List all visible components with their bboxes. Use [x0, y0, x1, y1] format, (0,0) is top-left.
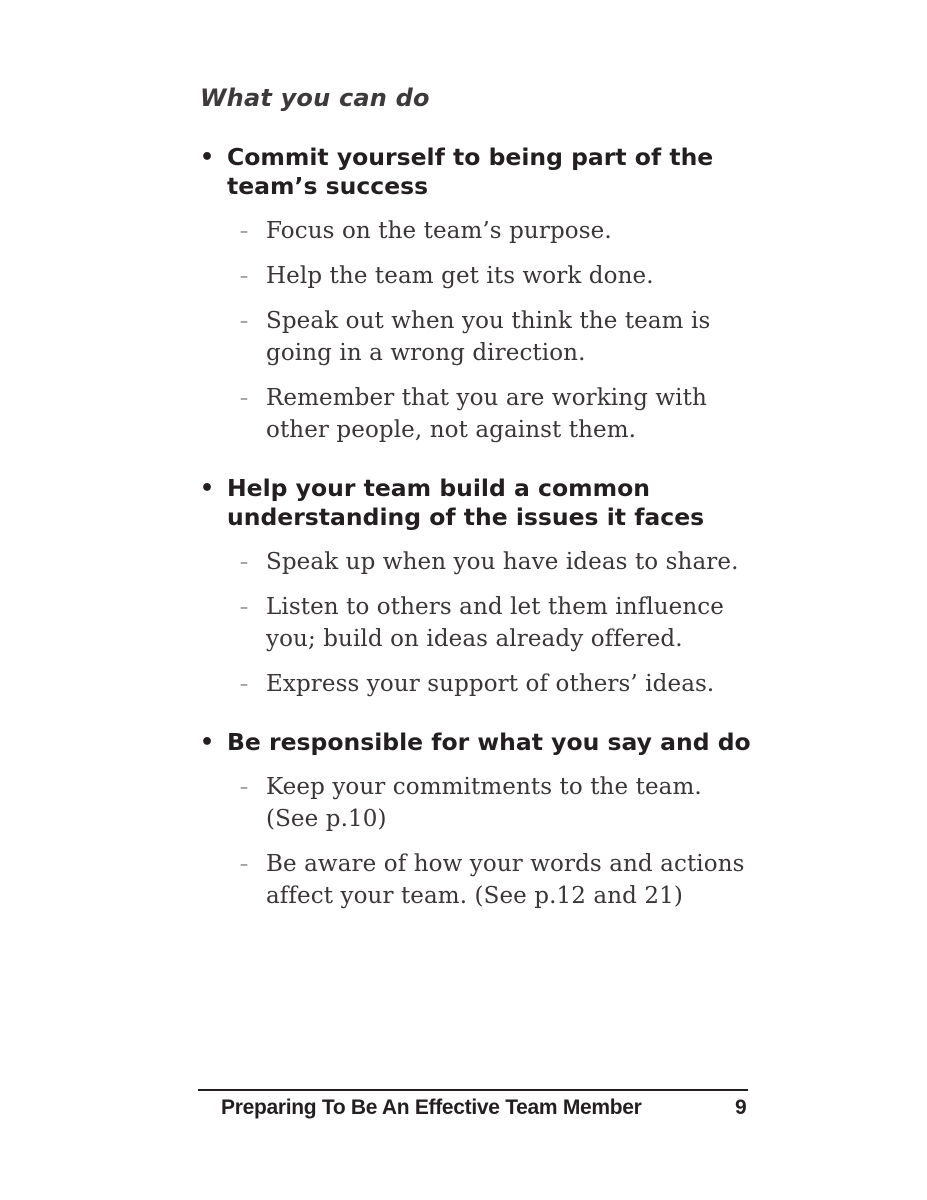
bullet-heading-line: Commit yourself to being part of the: [227, 143, 714, 171]
sub-list: [200, 215, 760, 446]
section-heading: What you can do: [200, 84, 430, 112]
list-item-line: other people, not against them.: [266, 417, 637, 443]
dash-icon: –: [240, 266, 249, 285]
footer-divider: [198, 1089, 748, 1091]
list-item: [200, 382, 760, 446]
list-item-line: Keep your commitments to the team.: [266, 774, 702, 800]
bullet-heading-line: Help your team build a common: [227, 474, 650, 502]
list-item: [200, 771, 760, 835]
list-item: [200, 215, 760, 247]
footer-title: Preparing To Be An Effective Team Member: [221, 1096, 642, 1119]
list-item-line: Speak out when you think the team is: [266, 308, 711, 334]
bullet-icon: •: [200, 145, 215, 170]
list-item-line: Speak up when you have ideas to share.: [266, 549, 739, 575]
bullet-section-responsible: [200, 728, 760, 912]
dash-icon: –: [240, 674, 249, 693]
page-number: 9: [735, 1096, 747, 1119]
list-item-line: Help the team get its work done.: [266, 263, 654, 289]
bullet-section-commit: [200, 143, 760, 446]
list-item-line: Listen to others and let them influence: [266, 594, 724, 620]
list-item-line: you; build on ideas already offered.: [266, 626, 683, 652]
bullet-icon: •: [200, 476, 215, 501]
list-item-line: Focus on the team’s purpose.: [266, 218, 612, 244]
bullet-heading-line: Be responsible for what you say and do: [227, 728, 751, 756]
dash-icon: –: [240, 854, 249, 873]
dash-icon: –: [240, 597, 249, 616]
bullet-heading-line: team’s success: [227, 172, 429, 200]
list-item: [200, 668, 760, 700]
list-item-line: going in a wrong direction.: [266, 340, 586, 366]
dash-icon: –: [240, 777, 249, 796]
list-item: [200, 260, 760, 292]
dash-icon: –: [240, 311, 249, 330]
dash-icon: –: [240, 221, 249, 240]
list-item-line: Remember that you are working with: [266, 385, 707, 411]
list-item: [200, 305, 760, 369]
list-item: [200, 591, 760, 655]
list-item-line: affect your team. (See p.12 and 21): [266, 883, 683, 909]
bullet-icon: •: [200, 730, 215, 755]
dash-icon: –: [240, 388, 249, 407]
sub-list: [200, 771, 760, 912]
list-item-line: Express your support of others’ ideas.: [266, 671, 715, 697]
list-item: [200, 848, 760, 912]
list-item-line: Be aware of how your words and actions: [266, 851, 745, 877]
list-item: [200, 546, 760, 578]
bullet-heading: [200, 728, 760, 757]
list-item-line: (See p.10): [266, 806, 387, 832]
bullet-heading: [200, 143, 760, 201]
bullet-heading: [200, 474, 760, 532]
dash-icon: –: [240, 552, 249, 571]
sub-list: [200, 546, 760, 700]
bullet-heading-line: understanding of the issues it faces: [227, 503, 705, 531]
bullet-section-understanding: [200, 474, 760, 700]
